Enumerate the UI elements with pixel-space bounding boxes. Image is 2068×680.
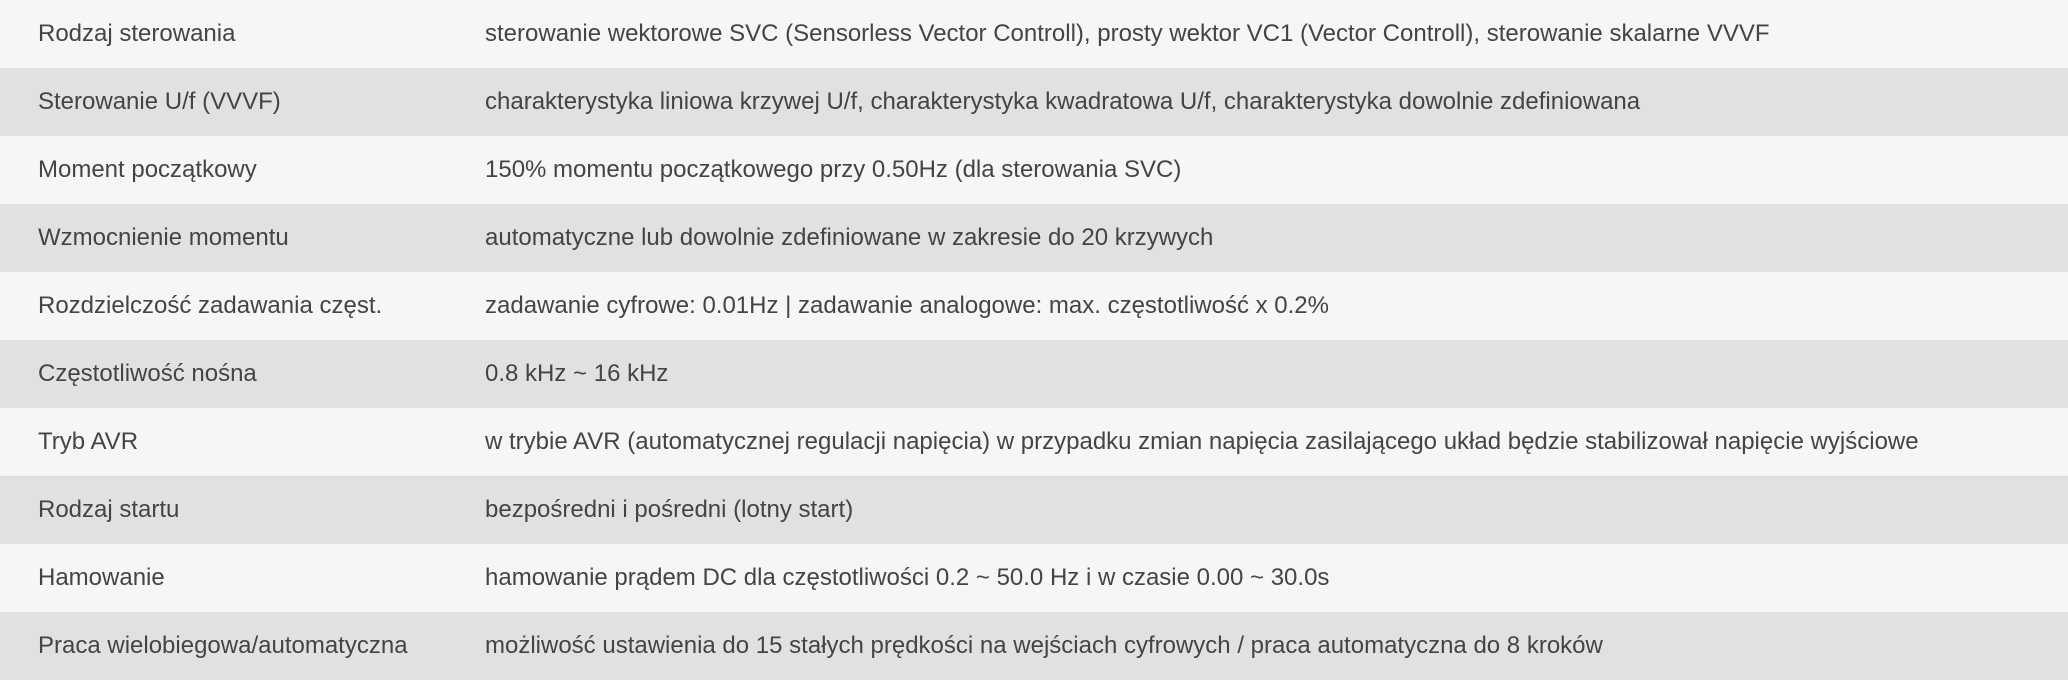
spec-label: Tryb AVR <box>0 408 485 476</box>
spec-label: Moment początkowy <box>38 156 257 183</box>
spec-label: Praca wielobiegowa/automatyczna <box>38 632 408 659</box>
spec-row <box>0 612 2068 680</box>
spec-value: zadawanie cyfrowe: 0.01Hz | zadawanie analogowe: max. częstotliwość x 0.2% <box>485 292 1329 319</box>
spec-value: możliwość ustawienia do 15 stałych prędkości na wejściach cyfrowych / praca automatyczna do 8 kroków <box>485 632 1603 659</box>
spec-label: Rodzaj sterowania <box>38 20 236 47</box>
spec-value: hamowanie prądem DC dla częstotliwości 0.2 ~ 50.0 Hz i w czasie 0.00 ~ 30.0s <box>485 564 1330 591</box>
spec-value: 0.8 kHz ~ 16 kHz <box>485 360 669 387</box>
spec-row <box>0 68 2068 136</box>
spec-value: automatyczne lub dowolnie zdefiniowane w zakresie do 20 krzywych <box>485 224 1214 251</box>
spec-value: charakterystyka liniowa krzywej U/f, charakterystyka kwadratowa U/f, charakterystyka dowolnie zdefiniowana <box>485 88 1641 115</box>
spec-value: sterowanie wektorowe SVC (Sensorless Vector Controll), prosty wektor VC1 (Vector Controll), sterowanie skalarne VVVF <box>485 20 1770 47</box>
spec-row <box>0 136 2068 204</box>
spec-row <box>0 544 2068 612</box>
spec-row <box>0 408 2068 476</box>
spec-value: 150% momentu początkowego przy 0.50Hz (dla sterowania SVC) <box>485 156 1182 183</box>
spec-label: Rozdzielczość zadawania częst. <box>38 292 383 319</box>
spec-label: Hamowanie <box>38 564 165 591</box>
spec-value: w trybie AVR (automatycznej regulacji napięcia) w przypadku zmian napięcia zasilającego układ będzie stabilizował napięcie wyjściowe <box>485 408 2068 476</box>
spec-label: Częstotliwość nośna <box>38 360 257 387</box>
spec-value: bezpośredni i pośredni (lotny start) <box>485 496 854 524</box>
spec-row <box>0 476 2068 544</box>
spec-label: Sterowanie U/f (VVVF) <box>38 88 281 115</box>
spec-row <box>0 340 2068 408</box>
spec-row <box>0 204 2068 272</box>
spec-label: Rodzaj startu <box>38 496 180 524</box>
spec-row <box>0 0 2068 68</box>
spec-row <box>0 272 2068 340</box>
spec-label: Wzmocnienie momentu <box>38 224 289 251</box>
